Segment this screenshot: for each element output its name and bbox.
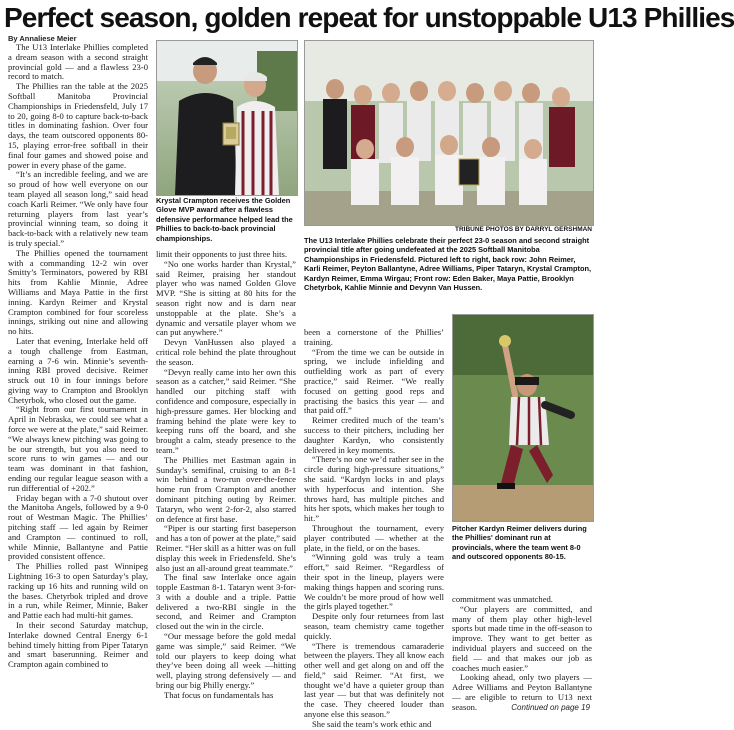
paragraph: “Right from our first tournament in April in Nebraska, we could see what a force we were at the plate,” said Reimer. “We always knew pitching was going to be our strength, but you also need to score runs to win games — and our team was dominant in that fashion, ending our regular league season with a run differential of +202.” — [8, 404, 148, 493]
article-column-1 — [8, 43, 148, 711]
paragraph: That focus on fundamentals has — [164, 689, 274, 700]
paragraph: “Our message before the gold medal game was simple,” said Reimer. “We told our players to keep doing what they’ve been doing all week —hitting well, playing strong defensively — and bring our big Philly energy.” — [156, 631, 296, 691]
paragraph: “Our players are committed, and many of them play other high-level sports but made time in the off-season to improve. They want to get better as individual players and succeed on the field — and that makes our job as coaches much easier.” — [452, 603, 592, 673]
award-photo — [156, 40, 298, 196]
paragraph: “Piper is our starting first baseperson and has a ton of power at the plate,” said Reimer. “Her skill as a hitter was on full display this week in Friedensfeld. She’s also just an all-around great teammate.” — [156, 523, 296, 573]
paragraph: “No one works harder than Krystal,” said Reimer, praising her standout player who was named Golden Glove MVP. “She is sitting at 80 hits for the season right now and is darn near unstoppable at the plate. She’s a dynamic and versatile player whom we can put anywhere.” — [156, 258, 296, 338]
paragraph: The Phillies opened the tournament with a commanding 12-2 win over Smitty’s Terminators, powered by RBI hits from Kahlie Minnie, Adree Williams and Maya Pattie in the first inning. Kardyn Reimer and Krystal Crampton combined for four scoreless innings, striking out nine and allowing no hits. — [8, 247, 148, 337]
paragraph: Later that evening, Interlake held off a tough challenge from Eastman, earning a 7-6 win. Minnie’s seventh-inning RBI proved decisive. Reimer struck out 10 in four innings before giving way to Crampton and Brooklyn Chetyrbok, who closed out the game. — [8, 335, 148, 405]
team-photo — [304, 40, 594, 226]
photo-credit: TRIBUNE PHOTOS BY DARRYL GERSHMAN — [455, 226, 592, 233]
paragraph: Throughout the tournament, every player contributed — whether at the plate, in the field, or on the bases. — [304, 522, 444, 553]
paragraph: The U13 Interlake Phillies completed a dream season with a second straight provincial gold — and a flawless 23-0 record to match. — [8, 42, 148, 82]
pitcher-photo — [452, 314, 594, 522]
paragraph: “Devyn really came into her own this season as a catcher,” said Reimer. “She handled our pitching staff with confidence and composure, especially in high-pressure games. Her blocking and framing behind the plate were key to keeping runs off the board, and she brought a calm, steady presence to the team.” — [156, 366, 296, 455]
paragraph: been a cornerstone of the Phillies’ training. — [304, 327, 444, 347]
article-column-2 — [156, 250, 296, 711]
paragraph: The Phillies rolled past Winnipeg Lightning 16-3 to open Saturday’s play, racking up 16 hits and running wild on the bases. Chetyrbok tripled and drove in a run, while Reimer, Minnie, Baker and Pattie each had multi-hit games. — [8, 561, 148, 621]
paragraph: Looking ahead, only two players — Adree Williams and Peyton Ballantyne — are eligible to return to U13 next season. — [452, 672, 592, 712]
paragraph: Devyn VanHussen also played a critical role behind the plate throughout the season. — [156, 337, 296, 367]
headline: Perfect season, golden repeat for unstoppable U13 Phillies — [4, 2, 734, 33]
paragraph: She said the team’s work ethic and — [312, 718, 432, 729]
paragraph: “It’s an incredible feeling, and we are so proud of how well everyone on our team played all season long,” said head coach Karli Reimer. “We only have four returning players from last year’s provincial winning team, so doing it back-to-back with a relatively new team is truly special.” — [8, 169, 148, 248]
pitcher-photo-caption: Pitcher Kardyn Reimer delivers during the Phillies' dominant run at provincials, where the team went 8-0 and outscored opponents 80-15. — [452, 524, 587, 562]
article-column-3 — [304, 327, 444, 729]
paragraph: The final saw Interlake once again topple Eastman 8-1. Tataryn went 3-for-3 with a double and a triple. Pattie delivered a two-RBI single in the second, and Reimer and Crampton closed out the win in the circle. — [156, 572, 296, 632]
paragraph: Reimer credited much of the team’s success to their pitchers, including her daughter Kardyn, who consistently delivered in key moments. — [304, 415, 444, 455]
continued-notice: Continued on page 19 — [511, 703, 590, 712]
paragraph: “There is tremendous camaraderie between the players. They all know each other well and get along on and off the field,” said Reimer. “At first, we thought we’d have a quieter group than last year — but that was definitely not the case. They cheered louder than anyone else this season.” — [304, 640, 444, 720]
paragraph: “There’s no one we’d rather see in the circle during high-pressure situations,” she said. “Kardyn locks in and plays with hyperfocus and intention. She throws hard, has multiple pitches and hits her spots, which makes her tough to hit.” — [304, 454, 444, 524]
award-photo-caption: Krystal Crampton receives the Golden Glove MVP award after a flawless defensive performance helped lead the Phillies to back-to-back provincial championships. — [156, 196, 293, 243]
paragraph: limit their opponents to just three hits. — [156, 249, 288, 259]
paragraph: Friday began with a 7-0 shutout over the Manitoba Angels, followed by a 9-0 rout of Westman Magic. The Phillies’ pitching staff — led again by Reimer and Crampton — continued to roll, while Minnie, Ballantyne and Pattie provided consistent offence. — [8, 492, 148, 562]
paragraph: The Phillies met Eastman again in Sunday’s semifinal, cruising to an 8-1 win behind a two-run over-the-fence home run from Crampton and another dominant pitching outing by Reimer. Tataryn, who went 2-for-2, also starred on defence at first base. — [156, 454, 296, 524]
paragraph: commitment was unmatched. — [452, 594, 553, 604]
paragraph: The Phillies ran the table at the 2025 Softball Manitoba Provincial Championships in Friedensfeld, July 17 to 20, going 8-0 to capture back-to-back titles in dominating fashion. Over four days, the team outscored opponents 80-15, playing error-free softball in their final four games and showed poise and power in every phase of the game. — [8, 81, 148, 170]
paragraph: “From the time we can be outside in spring, we include infielding and outfielding work as part of every practice,” said Reimer. “We really focused on getting good reps and practising the basics this year — and that paid off.” — [304, 346, 444, 416]
team-photo-caption: The U13 Interlake Phillies celebrate their perfect 23-0 season and second straight provincial title after going undefeated at the 2025 Softball Manitoba Championships in Friedensfeld. Pictured left to right, back row: John Reimer, Karli Reimer, Peyton Ballantyne, Adree Williams, Piper Tataryn, Krystal Crampton, Kardyn Reimer, Emma Wirgau; Front row: Eden Baker, Maya Pattie, Brooklyn Chetyrbok, Kahlie Minnie and Devynn Van Hussen. — [304, 236, 592, 293]
paragraph: “Winning gold was truly a team effort,” said Reimer. “Regardless of their spot in the lineup, players were making things happen and scoring runs. We couldn’t be more proud of how well the girls played together.” — [304, 552, 444, 612]
paragraph: Despite only four returnees from last season, team chemistry came together quickly. — [304, 611, 444, 641]
byline: By Annaliese Meier — [8, 34, 77, 43]
paragraph: In their second Saturday matchup, Interlake downed Central Energy 6-1 behind timely hitting from Piper Tataryn and smart baserunning. Reimer and Crampton again combined to — [8, 620, 148, 670]
